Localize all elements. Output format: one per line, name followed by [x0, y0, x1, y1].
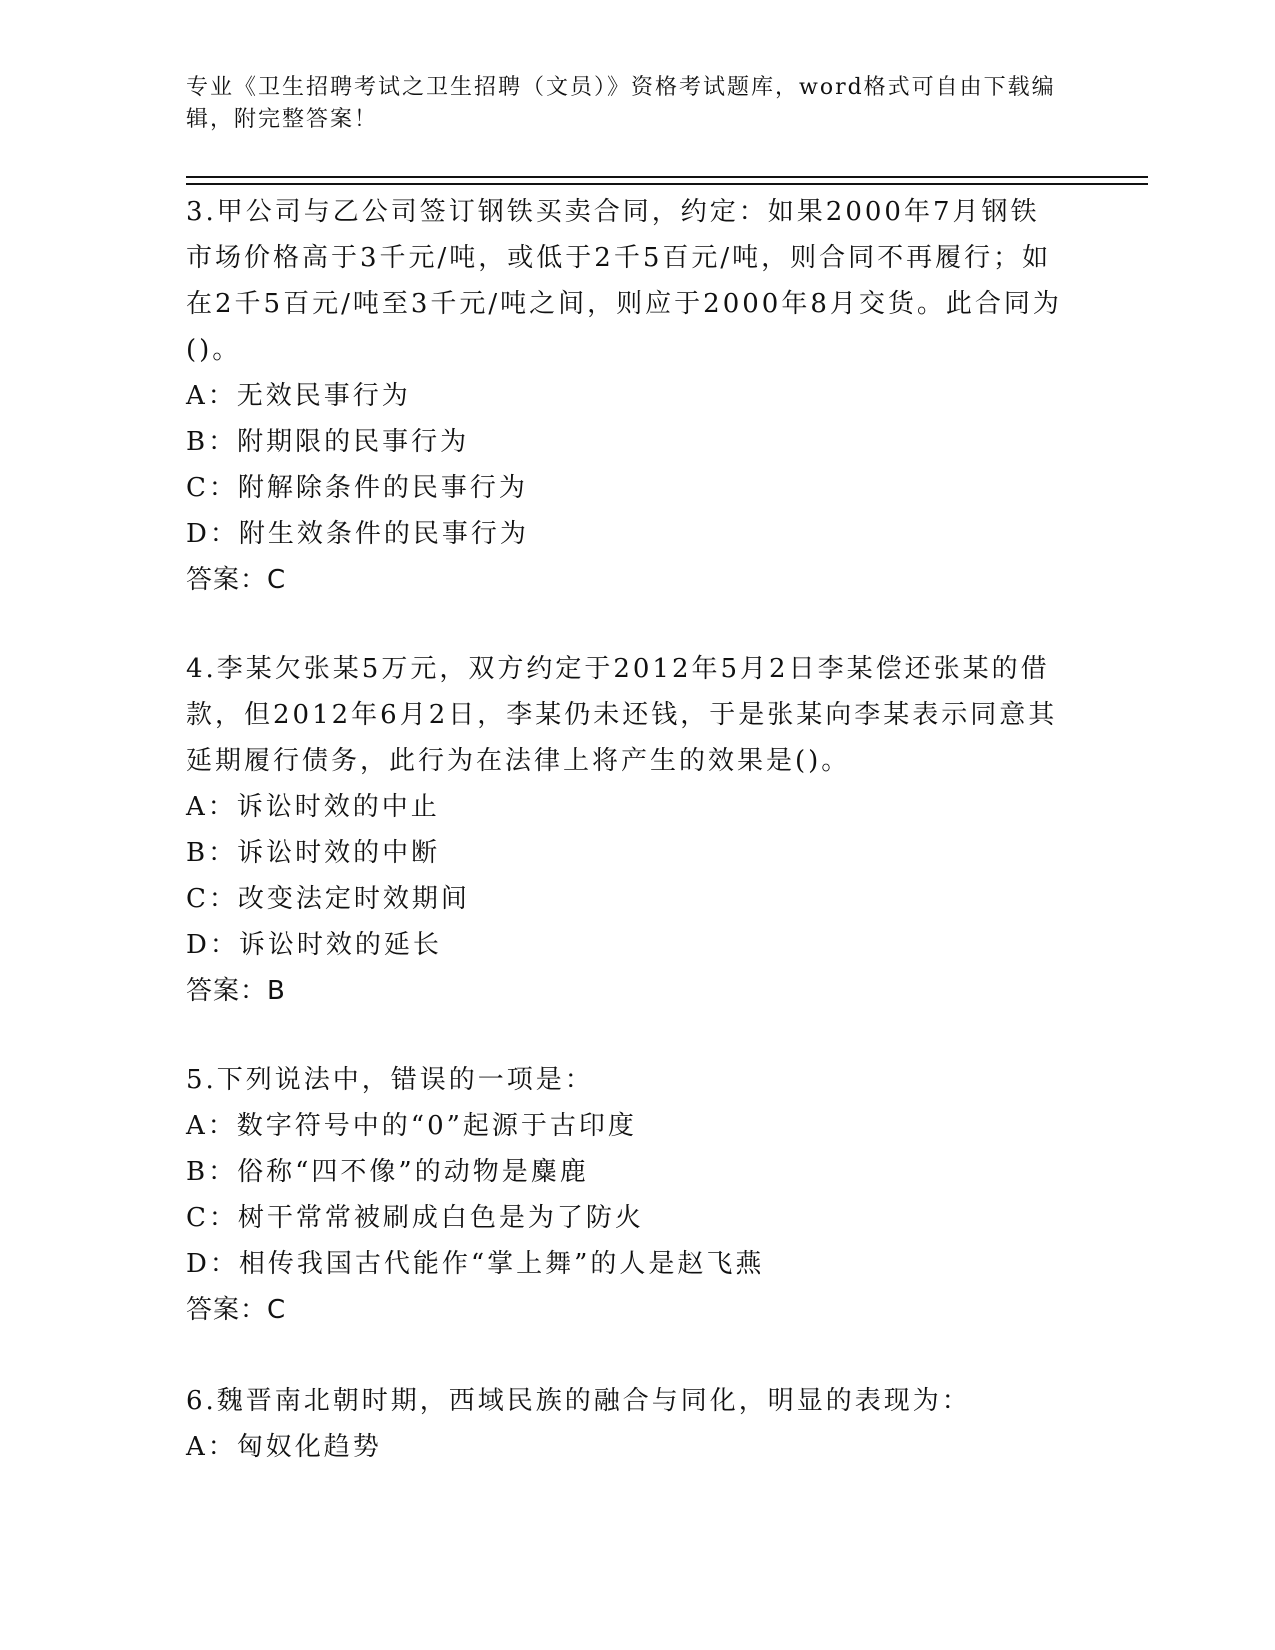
question-4: [186, 646, 1066, 1014]
option-c: C：附解除条件的民事行为: [186, 473, 528, 503]
answer: 答案：B: [186, 976, 286, 1006]
question-stem: 3.甲公司与乙公司签订钢铁买卖合同，约定：如果2000年7月钢铁市场价格高于3千元/吨，或低于2千5百元/吨，则合同不再履行；如在2千5百元/吨至3千元/吨之间，则应于2000年8月交货。此合同为()。: [186, 197, 1062, 365]
option-b: B：诉讼时效的中断: [186, 838, 441, 868]
question-5: [186, 1057, 1066, 1333]
question-6: [186, 1378, 1066, 1470]
document-header: 专业《卫生招聘考试之卫生招聘（文员）》资格考试题库，word格式可自由下载编辑，附完整答案！: [186, 75, 1056, 132]
option-a: A：诉讼时效的中止: [186, 792, 440, 822]
option-c: C：改变法定时效期间: [186, 884, 470, 914]
header-rule-top: [186, 176, 1148, 178]
option-a: A：匈奴化趋势: [186, 1432, 382, 1462]
option-b: B：附期限的民事行为: [186, 427, 470, 457]
answer: 答案：C: [186, 565, 287, 595]
option-d: D：相传我国古代能作“掌上舞”的人是赵飞燕: [186, 1249, 765, 1279]
question-stem: 5.下列说法中，错误的一项是：: [186, 1065, 594, 1095]
question-3: [186, 189, 1066, 603]
option-c: C：树干常常被刷成白色是为了防火: [186, 1203, 644, 1233]
question-stem: 6.魏晋南北朝时期，西域民族的融合与同化，明显的表现为：: [186, 1386, 971, 1416]
option-d: D：附生效条件的民事行为: [186, 519, 529, 549]
option-a: A：无效民事行为: [186, 381, 411, 411]
header-rule-bottom: [186, 183, 1148, 185]
option-d: D：诉讼时效的延长: [186, 930, 442, 960]
question-stem: 4.李某欠张某5万元，双方约定于2012年5月2日李某偿还张某的借款，但2012年6月2日，李某仍未还钱，于是张某向李某表示同意其延期履行债务，此行为在法律上将产生的效果是()。: [186, 654, 1058, 776]
option-a: A：数字符号中的“0”起源于古印度: [186, 1111, 637, 1141]
option-b: B：俗称“四不像”的动物是麋鹿: [186, 1157, 589, 1187]
answer: 答案：C: [186, 1295, 287, 1325]
